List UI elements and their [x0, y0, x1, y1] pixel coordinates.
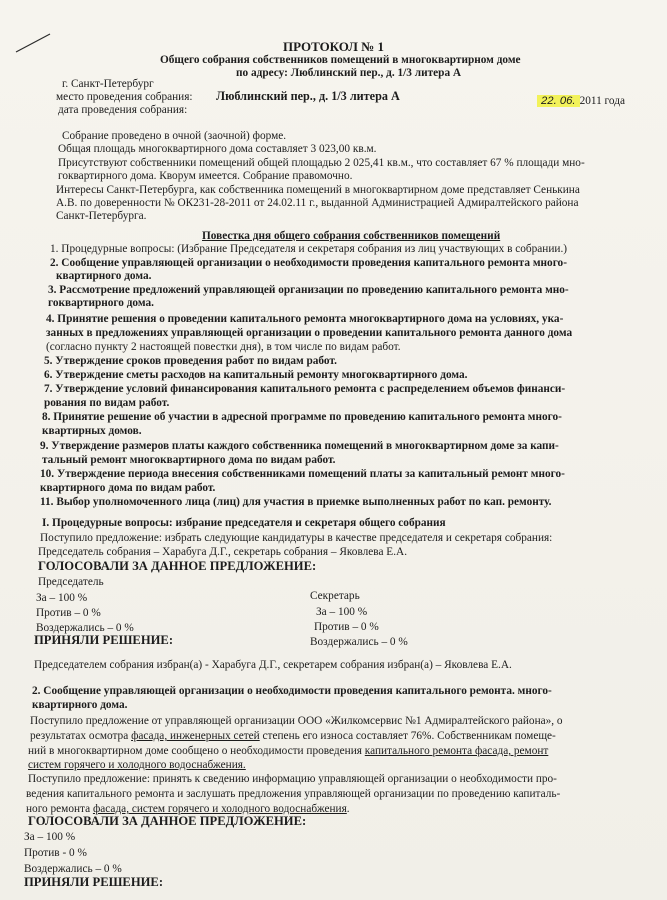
agenda-item: 7. Утверждение условий финансирования капитального ремонта с распределением объемов финанси-: [44, 383, 566, 395]
chair-label: Председатель: [38, 576, 104, 588]
date-year: 2011 года: [579, 95, 625, 107]
section1-title: I. Процедурные вопросы: избрание председателя и секретаря общего собрания: [42, 517, 446, 529]
agenda-item: 10. Утверждение периода внесения собственниками помещений платы за капитальный ремонт много-: [40, 468, 565, 480]
agenda-item: 3. Рассмотрение предложений управляющей организации по проведению капитального ремонта мно-: [48, 284, 569, 296]
secretary-vote-for: За – 100 %: [316, 606, 368, 618]
underlined-text: фасада, инженерных сетей: [131, 730, 260, 742]
agenda-item: 2. Сообщение управляющей организации о необходимости проведения капитального ремонта много-: [50, 257, 567, 269]
agenda-item: 8. Принятие решение об участии в адресной программе по проведению капитального ремонта много-: [42, 411, 562, 423]
intro-line: гоквартирного дома. Кворум имеется. Собрание правомочно.: [58, 170, 353, 182]
section2-proposal: Поступило предложение: принять к сведению информацию управляющей организации о необходимости про-: [28, 773, 557, 785]
agenda-item: рования по видам работ.: [44, 397, 170, 409]
text-span: .: [346, 803, 350, 815]
section2-vote-for: За – 100 %: [24, 831, 76, 843]
agenda-item: 1. Процедурные вопросы: (Избрание Председателя и секретаря собрания из лиц участвующих в собрании.): [50, 243, 568, 255]
chair-vote-against: Против – 0 %: [36, 607, 101, 619]
place-label: место проведения собрания:: [56, 91, 193, 103]
section1-proposal: Председатель собрания – Харабуга Д.Г., секретарь собрания – Яковлева Е.А.: [38, 546, 408, 558]
protocol-address: по адресу: Люблинский пер., д. 1/3 литера А: [236, 67, 462, 79]
agenda-item: гоквартирного дома.: [48, 297, 154, 309]
section1-result: Председателем собрания избран(а) - Харабуга Д.Г., секретарем собрания избран(а) – Яковлева Е.А.: [34, 659, 512, 671]
chair-vote-abstain: Воздержались – 0 %: [36, 622, 134, 634]
section2-proposal: систем горячего и холодного водоснабжения.: [28, 759, 246, 771]
section2-vote-abstain: Воздержались – 0 %: [24, 863, 122, 875]
agenda-item: квартирных домов.: [42, 425, 142, 437]
place-value: Люблинский пер., д. 1/3 литера А: [216, 89, 400, 103]
date-label: дата проведения собрания:: [58, 104, 188, 116]
section2-decided: ПРИНЯЛИ РЕШЕНИЕ:: [24, 875, 164, 889]
agenda-item: 11. Выбор уполномоченного лица (лиц) для участия в приемке выполненных работ по кап. ремонту.: [40, 496, 552, 508]
secretary-label: Секретарь: [310, 590, 360, 602]
agenda-item: квартирного дома по видам работ.: [40, 482, 216, 494]
agenda-item: 5. Утверждение сроков проведения работ по видам работ.: [44, 355, 337, 367]
date-day: 22. 06.: [537, 95, 580, 107]
section2-vote-against: Против - 0 %: [24, 847, 87, 859]
intro-line: Собрание проведено в очной (заочной) форме.: [62, 130, 287, 142]
text-span: ного ремонта: [26, 803, 93, 815]
intro-line: Санкт-Петербурга.: [56, 210, 147, 222]
section1-decided: ПРИНЯЛИ РЕШЕНИЕ:: [34, 633, 174, 647]
section2-proposal: [30, 730, 556, 743]
intro-line: Интересы Санкт-Петербурга, как собственника помещений в многоквартирном доме представляет Сенькина: [56, 184, 580, 196]
agenda-item: квартирного дома.: [56, 270, 152, 282]
section1-voted: ГОЛОСОВАЛИ ЗА ДАННОЕ ПРЕДЛОЖЕНИЕ:: [38, 559, 317, 573]
city: г. Санкт-Петербург: [62, 78, 154, 90]
section2-proposal: Поступило предложение от управляющей организации ООО «Жилкомсервис №1 Адмиралтейского района», о: [30, 715, 563, 727]
agenda-item: 6. Утверждение сметы расходов на капитальный ремонту многоквартирного дома.: [44, 369, 468, 381]
agenda-item: 9. Утверждение размеров платы каждого собственника помещений в многоквартирном доме за капи-: [40, 440, 559, 452]
agenda-item: занных в предложениях управляющей организации о проведении капитального ремонта данного дома: [46, 327, 573, 339]
agenda-title: Повестка дня общего собрания собственников помещений: [202, 230, 501, 242]
text-span: результатах осмотра: [30, 730, 132, 742]
protocol-subtitle: Общего собрания собственников помещений в многоквартирном доме: [160, 54, 521, 66]
section1-proposal: Поступило предложение: избрать следующие кандидатуры в качестве председателя и секретаря собрания:: [40, 532, 553, 544]
intro-line: А.В. по доверенности № ОК231-28-2011 от 24.02.11 г., выданной Администрацией Адмиралтейского района: [56, 197, 579, 209]
intro-line: Общая площадь многоквартирного дома составляет 3 023,00 кв.м.: [58, 143, 377, 155]
intro-line: Присутствуют собственники помещений общей площадью 2 025,41 кв.м., что составляет 67 % площади мно-: [58, 157, 585, 169]
date-value: [537, 95, 625, 108]
underlined-text: капитального ремонта фасада, ремонт: [364, 745, 549, 757]
text-span: ний в многоквартирном доме сообщено о необходимости проведения: [28, 745, 365, 757]
section2-proposal: ведения капитального ремонта и заслушать предложения управляющей организации по проведению капиталь-: [26, 788, 561, 800]
section2-proposal: [28, 745, 548, 758]
section2-voted: ГОЛОСОВАЛИ ЗА ДАННОЕ ПРЕДЛОЖЕНИЕ:: [28, 814, 307, 828]
secretary-vote-abstain: Воздержались – 0 %: [310, 636, 408, 648]
agenda-item: 4. Принятие решения о проведении капитального ремонта многоквартирного дома на условиях, ука-: [46, 313, 564, 325]
text-span: степень его износа составляет 76%. Собственникам помеще-: [259, 730, 556, 742]
protocol-title: ПРОТОКОЛ № 1: [282, 39, 385, 54]
underlined-text: фасада, систем горячего и холодного водоснабжения: [92, 803, 347, 815]
agenda-item: тальный ремонт многоквартирного дома по видам работ.: [42, 454, 336, 466]
section2-title: квартирного дома.: [32, 699, 128, 711]
chair-vote-for: За – 100 %: [36, 592, 88, 604]
secretary-vote-against: Против – 0 %: [314, 621, 379, 633]
agenda-item: (согласно пункту 2 настоящей повестки дня), в том числе по видам работ.: [46, 341, 401, 353]
section2-title: 2. Сообщение управляющей организации о необходимости проведения капитального ремонта. много-: [32, 685, 552, 697]
